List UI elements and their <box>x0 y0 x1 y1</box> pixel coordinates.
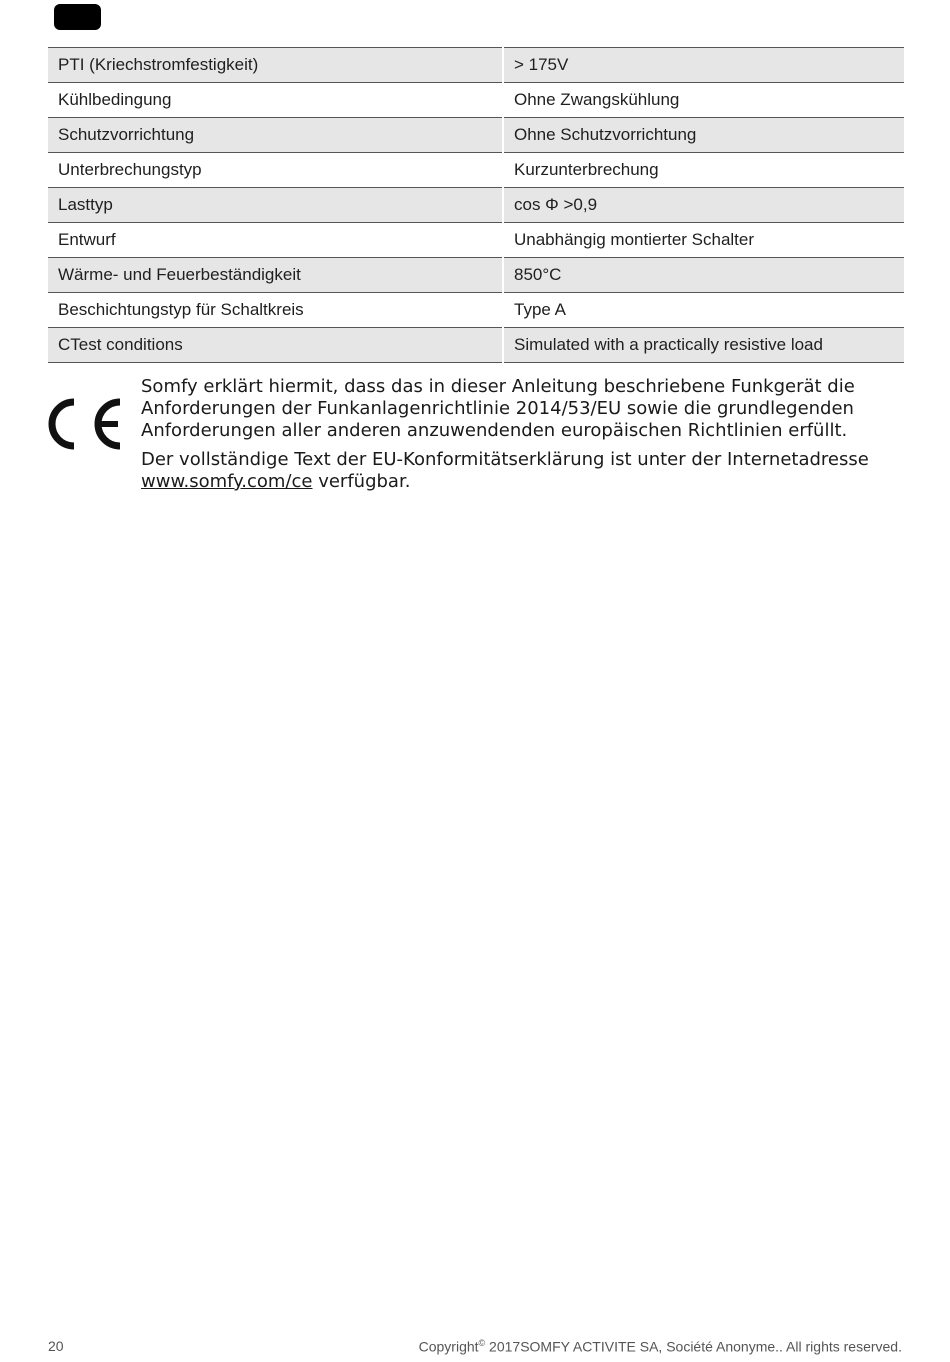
table-row <box>48 153 904 188</box>
declaration-paragraph <box>141 449 901 493</box>
declaration-paragraph: Somfy erklärt hiermit, dass das in dieser Anleitung beschriebene Funkgerät die Anforderungen der Funkanlagenrichtlinie 2014/53/EU sowie die grundlegenden Anforderungen aller anderen anzuwendenden europäischen Richtlinien erfüllt. <box>141 376 855 441</box>
spec-label: Unterbrechungstyp <box>48 153 503 188</box>
spec-value: > 175V <box>503 48 904 83</box>
specifications-table <box>48 47 904 363</box>
table-row <box>48 48 904 83</box>
table-row <box>48 188 904 223</box>
spec-label: Lasttyp <box>48 188 503 223</box>
copyright-text: 2017SOMFY ACTIVITE SA, Société Anonyme.. All rights reserved. <box>485 1338 902 1355</box>
ce-conformity-icon <box>48 396 124 452</box>
spec-label: Wärme- und Feuerbeständigkeit <box>48 258 503 293</box>
spec-label: Kühlbedingung <box>48 83 503 118</box>
table-row <box>48 118 904 153</box>
copyright-symbol: © <box>478 1338 486 1348</box>
table-row <box>48 328 904 363</box>
spec-value: Type A <box>503 293 904 328</box>
table-row <box>48 83 904 118</box>
spec-label: Beschichtungstyp für Schaltkreis <box>48 293 503 328</box>
table-row <box>48 223 904 258</box>
page-number: 20 <box>48 1338 64 1354</box>
declaration-text: verfügbar. <box>318 471 411 492</box>
table-row <box>48 258 904 293</box>
conformity-link[interactable]: www.somfy.com/ce <box>141 471 313 492</box>
spec-value: Simulated with a practically resistive load <box>503 328 904 363</box>
spec-label: Schutzvorrichtung <box>48 118 503 153</box>
spec-label: Entwurf <box>48 223 503 258</box>
spec-label: CTest conditions <box>48 328 503 363</box>
conformity-declaration <box>141 376 901 493</box>
copyright-prefix: Copyright <box>418 1338 479 1355</box>
copyright-notice <box>419 1338 902 1355</box>
spec-value: cos Φ >0,9 <box>503 188 904 223</box>
spec-value: Kurzunterbrechung <box>503 153 904 188</box>
table-row <box>48 293 904 328</box>
spec-value: Ohne Schutzvorrichtung <box>503 118 904 153</box>
spec-value: Unabhängig montierter Schalter <box>503 223 904 258</box>
spec-value: Ohne Zwangskühlung <box>503 83 904 118</box>
spec-value: 850°C <box>503 258 904 293</box>
language-tab <box>54 4 101 30</box>
declaration-text: Der vollständige Text der EU-Konformitätserklärung ist unter der Internetadresse <box>141 449 869 470</box>
spec-label: PTI (Kriechstromfestigkeit) <box>48 48 503 83</box>
